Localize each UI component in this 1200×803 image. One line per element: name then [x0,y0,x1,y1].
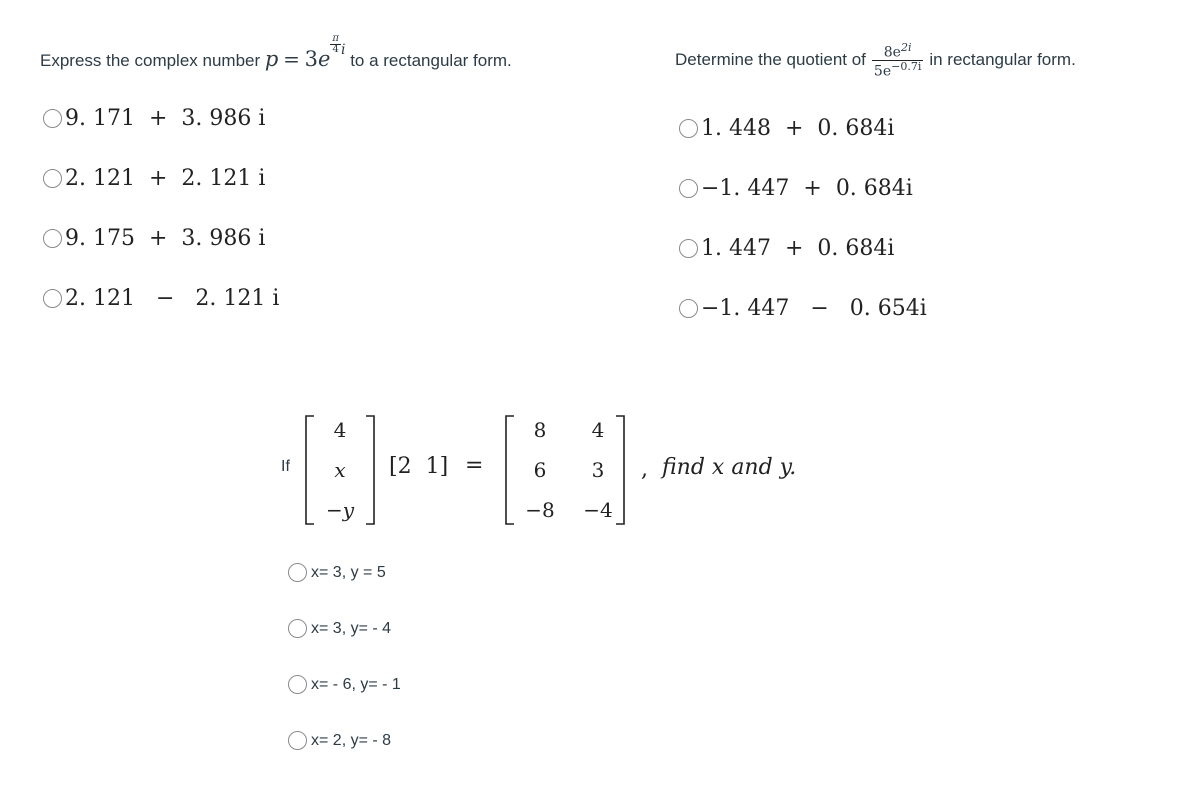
q1-coef: 3 [304,47,318,71]
q1-option-4-label: 2. 121 − 2. 121 i [65,286,280,311]
q3-matrix-cell: 8 [533,418,547,442]
q2-option-4-label: −1. 447 − 0. 654i [701,296,927,321]
radio-button[interactable] [43,169,62,188]
q1-option-1-label: 9. 171 + 3. 986 i [65,106,266,131]
radio-button[interactable] [43,109,62,128]
q2-option-2-label: −1. 447 + 0. 684i [701,176,913,201]
q3-equals: = [465,453,484,478]
q2-prompt-post: in rectangular form. [929,50,1076,69]
q3-comma: , [641,457,648,482]
q1-var: p [264,47,279,71]
radio-button[interactable] [679,119,698,138]
q1-option-2[interactable] [43,166,265,191]
q2-option-1[interactable] [679,116,894,141]
q3-matrix-cell: 3 [591,458,605,482]
q1-option-3-label: 9. 175 + 3. 986 i [65,226,266,251]
q2-denominator: 5e [873,63,892,80]
q1-prompt-post: to a rectangular form. [350,51,512,70]
q3-col-vector-entry: 4 [333,418,347,442]
q3-option-2-label: x= 3, y= - 4 [311,619,392,637]
q2-option-1-label: 1. 448 + 0. 684i [701,116,895,141]
q2-prompt [675,38,1076,82]
q3-col-vector-entry: −y [325,498,355,522]
q3-option-4-label: x= 2, y= - 8 [311,731,392,749]
radio-button[interactable] [288,675,307,694]
q3-row-vector-entry: 1 [425,454,440,479]
q3-col-vector-entry: x [334,458,346,482]
q3-row-vector: [2 1] [389,454,449,479]
q3-tail: find x and y. [662,455,797,480]
radio-button[interactable] [43,289,62,308]
radio-button[interactable] [43,229,62,248]
q3-option-2[interactable] [288,619,391,638]
q3-option-3-label: x= - 6, y= - 1 [311,675,401,693]
radio-button[interactable] [679,299,698,318]
q1-exp-i: i [340,42,346,58]
q2-prompt-pre: Determine the quotient of [675,50,866,69]
q2-option-4[interactable] [679,296,927,321]
q2-numerator: 8e [883,44,901,61]
q3-option-1[interactable] [288,563,386,582]
q3-matrix-cell: 6 [533,458,547,482]
radio-button[interactable] [679,179,698,198]
q3-option-3[interactable] [288,675,401,694]
radio-button[interactable] [679,239,698,258]
q1-eq: = [283,47,300,71]
q1-option-2-label: 2. 121 + 2. 121 i [65,166,266,191]
radio-button[interactable] [288,563,307,582]
q3-matrix-cell: 4 [591,418,605,442]
radio-button[interactable] [288,731,307,750]
q1-option-4[interactable] [43,286,279,311]
q1-option-3[interactable] [43,226,265,251]
q3-matrix-cell: −4 [583,498,613,522]
q1-prompt [40,33,512,77]
q2-option-3-label: 1. 447 + 0. 684i [701,236,895,261]
q3-matrix-cell: −8 [525,498,555,522]
q1-exp-num: π [332,33,339,44]
q1-exp-den: 4 [332,44,339,55]
q2-fraction [872,42,923,78]
q1-base: e [317,47,331,71]
q1-prompt-pre: Express the complex number [40,51,261,70]
q3-option-1-label: x= 3, y = 5 [311,563,386,581]
q3-row-vector-entry: 2 [397,454,412,479]
radio-button[interactable] [288,619,307,638]
q3-option-4[interactable] [288,731,391,750]
q2-numerator-exp: 2i [900,40,912,54]
q2-option-2[interactable] [679,176,913,201]
q2-option-3[interactable] [679,236,894,261]
q3-if-label: If [281,458,290,475]
q1-option-1[interactable] [43,106,265,131]
q2-denominator-exp: −0.7i [891,59,922,73]
